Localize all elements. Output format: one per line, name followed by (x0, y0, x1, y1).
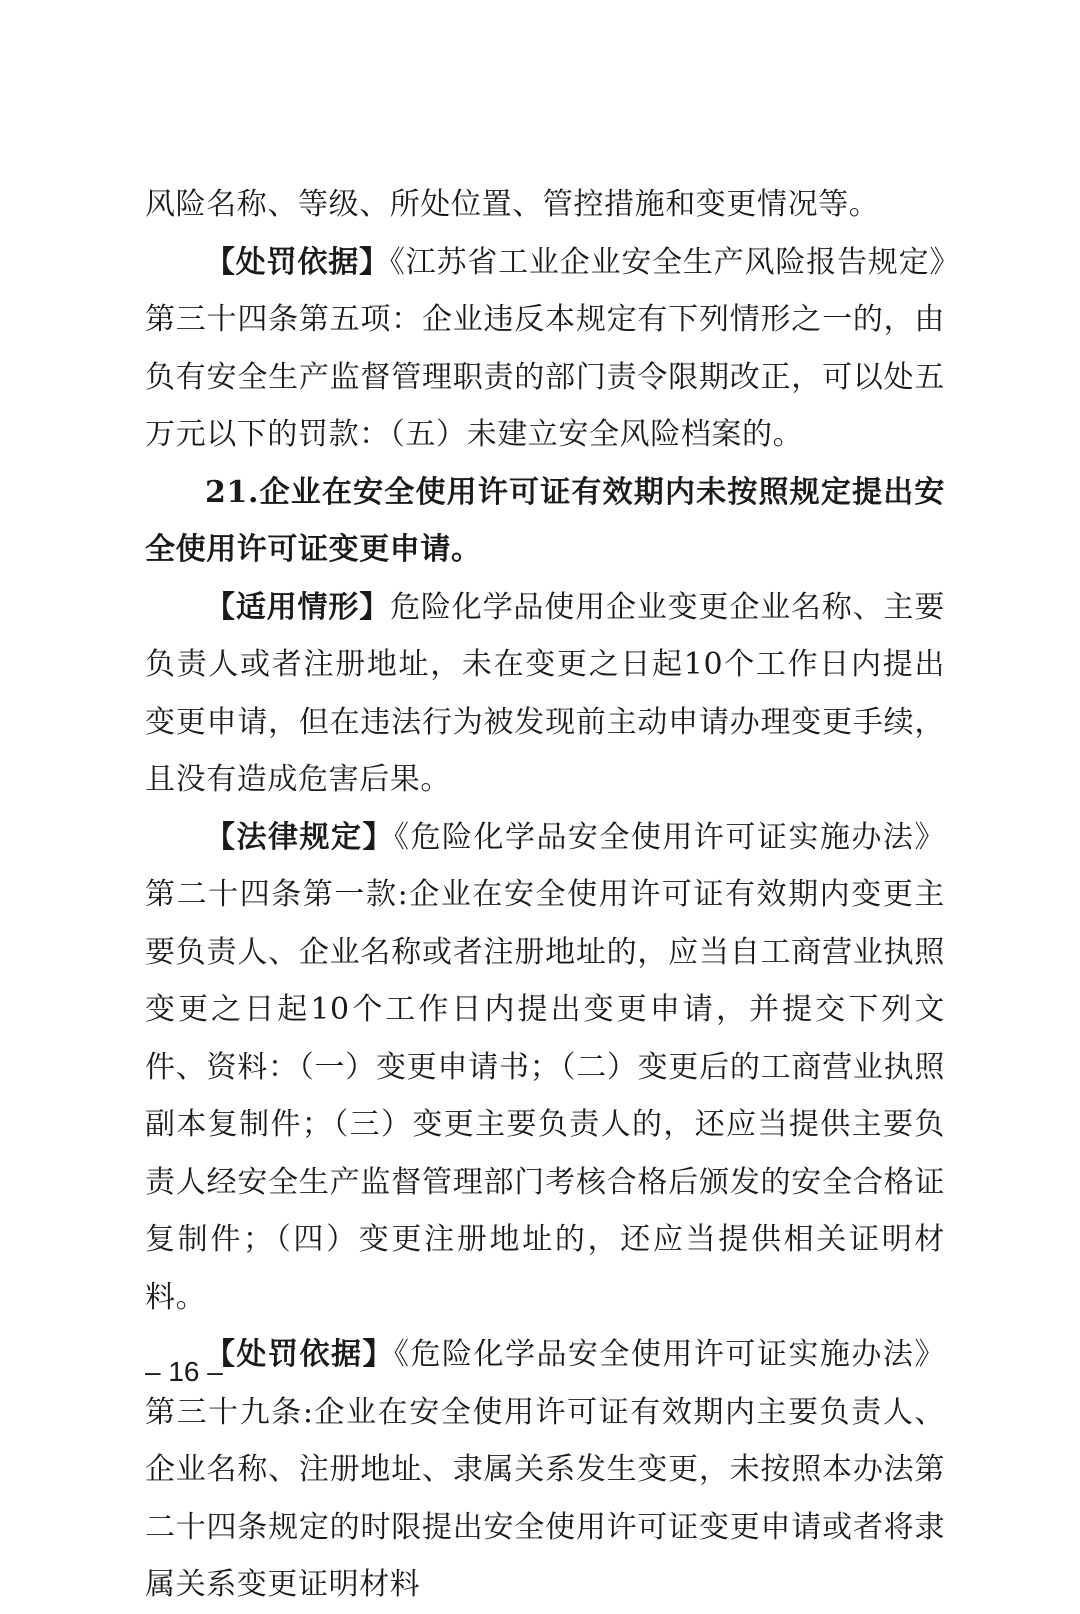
item-number: 21. (205, 474, 259, 510)
paragraph-risk-archive-contents (145, 176, 945, 234)
paragraph-text: 危险化学品使用企业变更企业名称、主要负责人或者注册地址，未在变更之日起10个工作日内提出变更申请，但在违法行为被发现前主动申请办理变更手续，且没有造成危害后果。 (145, 589, 945, 797)
paragraph-text: 《江苏省工业企业安全生产风险报告规定》第三十四条第五项：企业违反本规定有下列情形之一的，由负有安全生产监督管理职责的部门责令限期改正，可以处五万元以下的罚款：（五）未建立安全风险档案的。 (145, 244, 945, 452)
section-label-legal-provision: 【法律规定】 (205, 819, 394, 855)
paragraph-text: 风险名称、等级、所处位置、管控措施和变更情况等。 (145, 187, 880, 222)
paragraph-text: 《危险化学品安全使用许可证实施办法》第二十四条第一款:企业在安全使用许可证有效期内变更主要负责人、企业名称或者注册地址的，应当自工商营业执照变更之日起10个工作日内提出变更申请，并提交下列文件、资料：（一）变更申请书；（二）变更后的工商营业执照副本复制件；（三）变更主要负责人的，还应当提供主要负责人经安全生产监督管理部门考核合格后颁发的安全合格证复制件；（四）变更注册地址的，还应当提供相关证明材料。 (145, 819, 945, 1315)
section-label-penalty-basis: 【处罚依据】 (205, 244, 390, 280)
paragraph-penalty-basis-1 (145, 234, 945, 464)
item-title: 企业在安全使用许可证有效期内未按照规定提出安全使用许可证变更申请。 (145, 474, 945, 567)
paragraph-text: 《危险化学品安全使用许可证实施办法》第三十九条:企业在安全使用许可证有效期内主要负责人、企业名称、注册地址、隶属关系发生变更，未按照本办法第二十四条规定的时限提出安全使用许可证变更申请或者将隶属关系变更证明材料 (145, 1337, 945, 1602)
section-label-applicable-situation: 【适用情形】 (205, 589, 391, 625)
item-heading-21 (145, 464, 945, 579)
paragraph-penalty-basis-2 (145, 1326, 945, 1614)
document-body (145, 176, 945, 1614)
page-number: – 16 – (145, 1356, 223, 1387)
paragraph-applicable-situation (145, 579, 945, 809)
paragraph-legal-provision (145, 809, 945, 1327)
section-label-penalty-basis: 【处罚依据】 (205, 1337, 394, 1372)
